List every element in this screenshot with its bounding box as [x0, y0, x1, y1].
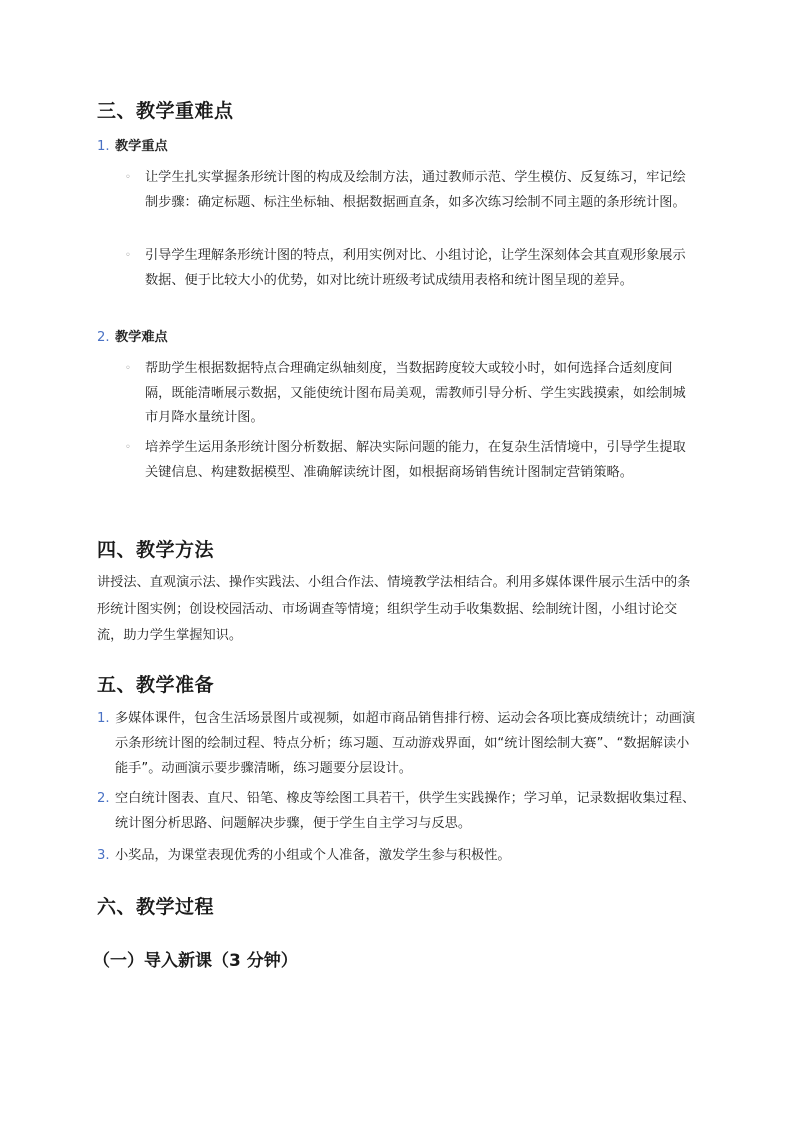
bullet-item — [125, 166, 695, 215]
list-item-preparation-3 — [97, 843, 697, 868]
section-heading-key-points: 三、教学重难点 — [97, 100, 234, 122]
list-number: 1. — [97, 139, 110, 154]
list-number: 2. — [97, 791, 110, 806]
bullet-text: 引导学生理解条形统计图的特点，利用实例对比、小组讨论，让学生深刻体会其直观形象展示数据、便于比较大小的优势，如对比统计班级考试成绩用表格和统计图呈现的差异。 — [145, 248, 686, 288]
bullet-icon: ◦ — [125, 363, 131, 374]
list-label: 教学难点 — [115, 330, 168, 345]
teaching-methods-paragraph: 讲授法、直观演示法、操作实践法、小组合作法、情境教学法相结合。利用多媒体课件展示生活中的条形统计图实例；创设校园活动、市场调查等情境；组织学生动手收集数据、绘制统计图，小组讨论交流，助力学生掌握知识。 — [97, 575, 691, 643]
list-text: 空白统计图表、直尺、铅笔、橡皮等绘图工具若干，供学生实践操作；学习单，记录数据收集过程、统计图分析思路、问题解决步骤，便于学生自主学习与反思。 — [115, 791, 696, 831]
bullet-icon: ◦ — [125, 442, 131, 453]
bullet-item — [125, 436, 695, 485]
section-heading-teaching-methods: 四、教学方法 — [97, 539, 215, 561]
section-heading-preparation: 五、教学准备 — [97, 674, 215, 696]
bullet-text: 培养学生运用条形统计图分析数据、解决实际问题的能力，在复杂生活情境中，引导学生提取关键信息、构建数据模型、准确解读统计图，如根据商场销售统计图制定营销策略。 — [145, 440, 686, 480]
bullet-item — [125, 244, 695, 293]
section-heading-teaching-process: 六、教学过程 — [97, 896, 215, 918]
list-number: 2. — [97, 330, 110, 345]
bullet-icon: ◦ — [125, 172, 131, 183]
bullet-icon: ◦ — [125, 250, 131, 261]
list-item-key-points — [97, 134, 697, 159]
bullet-text: 帮助学生根据数据特点合理确定纵轴刻度，当数据跨度较大或较小时，如何选择合适刻度间隔，既能清晰展示数据，又能使统计图布局美观，需教师引导分析、学生实践摸索，如绘制城市月降水量统计图。 — [145, 361, 686, 425]
list-item-preparation-1 — [97, 706, 697, 781]
list-item-difficult-points — [97, 325, 697, 350]
subsection-heading-introduction: （一）导入新课（3 分钟） — [93, 951, 298, 971]
list-text: 多媒体课件，包含生活场景图片或视频，如超市商品销售排行榜、运动会各项比赛成绩统计；动画演示条形统计图的绘制过程、特点分析；练习题、互动游戏界面，如“统计图绘制大赛”、“数据解读小能手”。动画演示要步骤清晰，练习题要分层设计。 — [115, 711, 696, 776]
bullet-text: 让学生扎实掌握条形统计图的构成及绘制方法，通过教师示范、学生模仿、反复练习，牢记绘制步骤：确定标题、标注坐标轴、根据数据画直条，如多次练习绘制不同主题的条形统计图。 — [145, 170, 686, 210]
list-label: 教学重点 — [115, 139, 168, 154]
list-number: 1. — [97, 711, 110, 726]
list-number: 3. — [97, 848, 110, 863]
list-item-preparation-2 — [97, 786, 697, 836]
bullet-item — [125, 357, 695, 431]
list-text: 小奖品，为课堂表现优秀的小组或个人准备，激发学生参与积极性。 — [115, 848, 511, 863]
